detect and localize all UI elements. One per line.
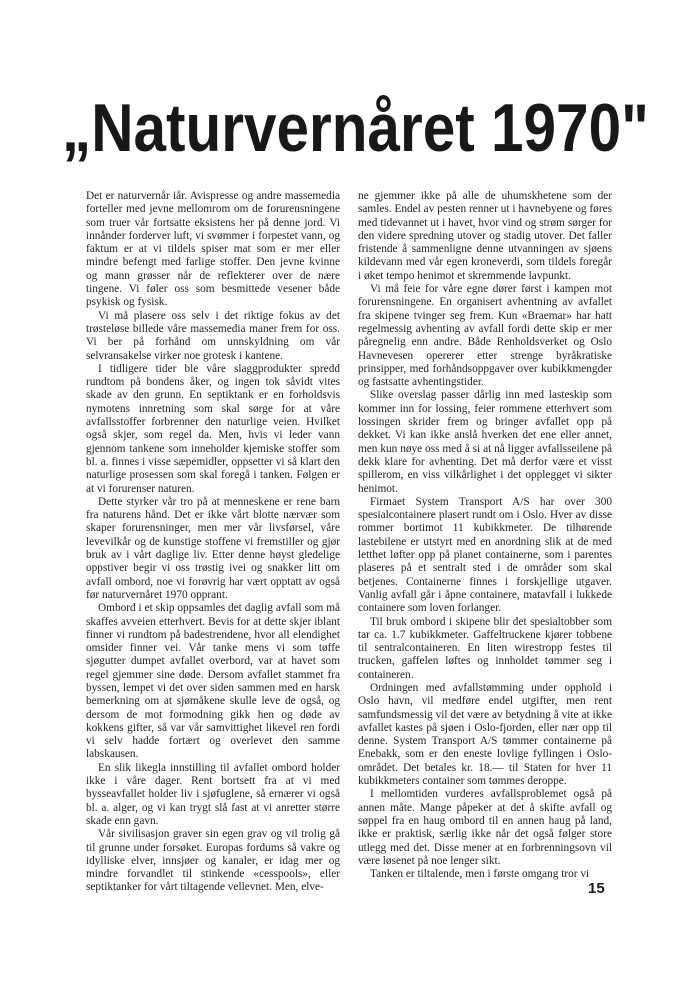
paragraph: Dette styrker vår tro på at menneskene er rene barn fra naturens hånd. Det er ikke vårt blotte nærvær som skaper forurensninger, men mer vår livsførsel, våre levevilkår og de kunstige stoffene vi fremstiller og gjør bruk av i vårt daglige liv. Etter denne høyst gledelige oppstiver begir vi oss trøstig ivei og snakker litt om avfall ombord, noe vi forøvrig har vært opptatt av også før naturvernåret 1970 opprant. [86,495,340,601]
paragraph: Firmaet System Transport A/S har over 300 spesialcontainere plasert rundt om i Oslo. Hver av disse rommer bortimot 11 kubikkmeter. De tilhørende lastebilene er utstyrt med en anordning slik at de med letthet løfter opp på planet containerne, som i parentes plaseres på et sentralt sted i de områder som skal betjenes. Containerne finnes i forskjellige utgaver. Vanlig avfall går i åpne containere, matavfall i lukkede containere som loven forlanger. [358,495,612,615]
paragraph: Det er naturvernår iår. Avispresse og andre massemedia forteller med jevne mellomrom om de forurensningene som truer vår fortsatte eksistens her på denne jord. Vi innånder forderver luft, vi svømmer i forpestet vann, og faktum er at vi tildels spiser mat som er mer eller mindre befengt med farlige stoffer. Den jevne kvinne og mann grøsser når de reflekterer over de nære tingene. Vi føler oss som besmittede vesener både psykisk og fysisk. [86,190,340,309]
paragraph: ne gjemmer ikke på alle de uhumskhetene som der samles. Endel av pesten renner ut i havnebyene og føres med tidevannet ut i havet, hvor vind og strøm sørger for den videre spredning utover og stadig utover. Det faller fristende å sammenligne denne utvanningen av sjøens kildevann med vår egen kroneverdi, som tildels foregår i øket tempo henimot et skremmende lavpunkt. [358,190,612,282]
paragraph: Vi må feie for våre egne dører først i kampen mot forurensningene. En organisert avhentning av avfallet fra skipene tvinger seg frem. Kun «Braemar» har hatt regelmessig avhenting av avfall fordi dette skip er mer påregnelig enn andre. Både Renholdsverket og Oslo Havnevesen opererer etter strenge byråkratiske prinsipper, med forhåndsoppgaver over kubikkmengder og fastsatte avhentingstider. [358,283,612,389]
left-column [86,190,340,895]
paragraph: Slike overslag passer dårlig inn med lasteskip som kommer inn for lossing, feier rommene etterhvert som lossingen skrider frem og bringer avfallet opp på dekket. Vi kan ikke anslå hverken det ene eller annet, men kun nøye oss med å si at nå ligger avfallsseilene på dekk klare for avhenting. Det må derfor være et visst spillerom, en viss vilkårlighet i det opplegget vi sikter henimot. [358,389,612,495]
page-number: 15 [588,880,605,897]
paragraph: Ombord i et skip oppsamles det daglig avfall som må skaffes avveien etterhvert. Bevis for at dette skjer iblant finner vi rundtom på badestrendene, hvor all elendighet omsider finner vei. Vår tanke mens vi som tøffe sjøgutter dumpet avfallet overbord, var at havet som regel gjemmer sine døde. Dersom avfallet stammet fra byssen, lempet vi det over siden sammen med en harsk bemerkning om at sjømåkene skulle leve de også, og dersom de mot formodning gikk hen og døde av kokkens gifter, så var vår samvittighet likevel ren fordi vi selv hadde fortært og overlevet den samme labskausen. [86,602,340,761]
paragraph: Til bruk ombord i skipene blir det spesialtobber som tar ca. 1.7 kubikkmeter. Gaffeltruckene kjører tobbene til sentralcontaineren. En liten wirestropp festes til trucken, gaffelen løftes og innholdet tømmer seg i containeren. [358,615,612,681]
paragraph: Tanken er tiltalende, men i første omgang tror vi [370,868,590,881]
paragraph: Ordningen med avfallstømming under opphold i Oslo havn, vil medføre endel utgifter, men rent samfundsmessig vil det være av betydning å vite at ikke avfallet kastes på sjøen i Oslo-fjorden, eller nær opp til denne. System Transport A/S tømmer containerne på Enebakk, som er den eneste lovlige fyllingen i Oslo-området. Det betales kr. 18.— til Staten for hver 11 kubikkmeters container som tømmes deroppe. [358,681,612,788]
paragraph: Vår sivilisasjon graver sin egen grav og vil trolig gå til grunne under forsøket. Europas fordums så vakre og idylliske elver, innsjøer og kanaler, er idag mer og mindre forvandlet til stinkende «cesspools», eller septiktanker for vårt tiltagende vellevnet. Men, elve- [86,828,340,894]
paragraph: I mellomtiden vurderes avfallsproblemet også på annen måte. Mange påpeker at det å skifte avfall og søppel fra en haug ombord til en annen haug på land, ikke er praktisk, særlig ikke når det også følger store utlegg med det. Disse mener at en forbrenningsovn vil være løsenet på noe lenger sikt. [358,788,612,867]
article-title: „Naturvernåret 1970" [62,90,649,166]
right-column [358,190,612,881]
paragraph: En slik likegla innstilling til avfallet ombord holder ikke i våre dager. Rent bortsett fra at vi med bysseavfallet holder liv i sjøfuglene, så ernærer vi også bl. a. alger, og vi kan trygt slå fast at vi anretter større skade enn gavn. [86,761,340,827]
paragraph: I tidligere tider ble våre slaggprodukter spredd rundtom på bondens åker, og ingen tok såvidt vites skade av den grunn. En septiktank er en forholdsvis nymotens innretning som skal sørge for at våre avfallsstoffer forbrenner den naturlige veien. Hvilket også skjer, som regel da. Men, hvis vi leder vann gjennom tankene som inneholder kjemiske stoffer som bl. a. finnes i visse sæpemidler, oppsetter vi så klart den naturlige prosessen som skal foregå i tanken. Følgen er at vi forurenser naturen. [86,362,340,495]
paragraph: Vi må plasere oss selv i det riktige fokus av det trøsteløse billede våre massemedia maner frem for oss. Vi ber på forhånd om unnskyldning om vår selvransakelse virker noe grotesk i kantene. [86,309,340,362]
